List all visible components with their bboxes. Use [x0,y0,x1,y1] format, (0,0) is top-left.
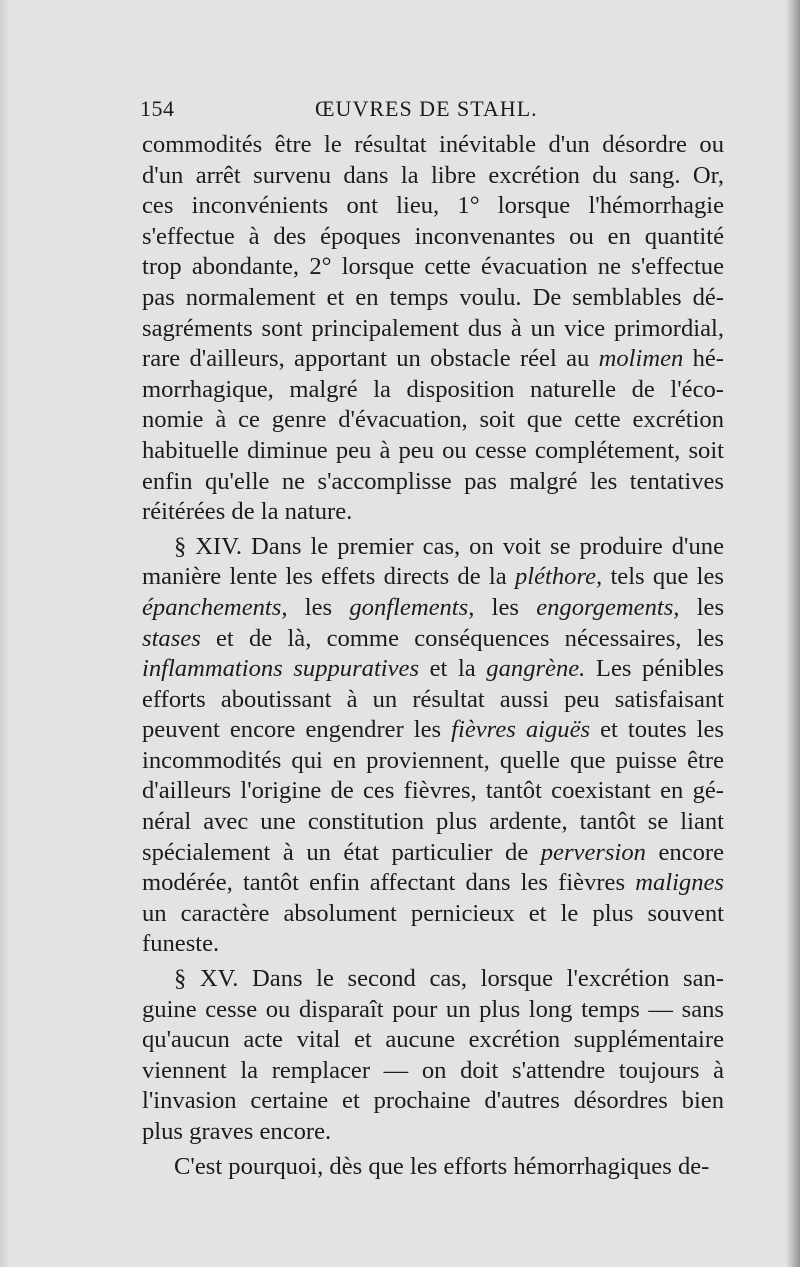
paragraph [142,1152,724,1183]
page-header [140,96,720,128]
text-line: § XV. Dans le second cas, lorsque l'excrétion san- [174,965,724,993]
text-line: néral avec une constitution plus ardente, tantôt se liant [142,808,724,836]
text-line: peuvent encore engendrer les fièvres aiguës et toutes les [142,716,724,744]
text-line: d'un arrêt survenu dans la libre excrétion du sang. Or, [142,161,724,189]
text-line: sagréments sont principalement dus à un vice primordial, [142,314,724,342]
body-text [142,130,724,1182]
text-line: rare d'ailleurs, apportant un obstacle réel au molimen hé- [142,345,724,373]
page-edge-right [786,0,800,1267]
text-line: réitérées de la nature. [142,498,353,526]
paragraph [142,130,724,528]
text-line: efforts aboutissant à un résultat aussi peu satisfaisant [142,685,724,713]
text-line: viennent la remplacer — on doit s'attendre toujours à [142,1056,724,1084]
page-number: 154 [140,96,175,121]
text-line: § XIV. Dans le premier cas, on voit se produire d'une [174,532,724,560]
running-title: ŒUVRES DE STAHL. [315,96,538,121]
text-line: épanchements, les gonflements, les engorgements, les [142,593,725,621]
text-line: modérée, tantôt enfin affectant dans les fièvres malignes [142,869,724,897]
text-line: enfin qu'elle ne s'accomplisse pas malgré les tentatives [142,467,724,495]
page-edge-left [0,0,10,1267]
text-line: d'ailleurs l'origine de ces fièvres, tantôt coexistant en gé- [142,777,724,805]
paragraph [142,964,724,1148]
text-line: trop abondante, 2° lorsque cette évacuation ne s'effectue [142,253,724,281]
text-line: habituelle diminue peu à peu ou cesse complétement, soit [142,436,724,464]
text-line: plus graves encore. [142,1118,332,1145]
text-line: incommodités qui en proviennent, quelle que puisse être [142,746,724,774]
text-line: inflammations suppuratives et la gangrène. Les pénibles [142,655,724,683]
text-line: funeste. [142,930,220,958]
text-line: spécialement à un état particulier de perversion encore [142,838,724,866]
text-line: manière lente les effets directs de la pléthore, tels que les [142,563,724,591]
paragraph [142,532,724,960]
text-line: C'est pourquoi, dès que les efforts hémorrhagiques de- [174,1152,710,1180]
text-line: pas normalement et en temps voulu. De semblables dé- [142,283,724,311]
text-line: nomie à ce genre d'évacuation, soit que cette excrétion [142,406,724,434]
text-line: l'invasion certaine et prochaine d'autres désordres bien [142,1087,724,1115]
text-line: commodités être le résultat inévitable d'un désordre ou [142,131,724,158]
text-line: guine cesse ou disparaît pour un plus long temps — sans [142,995,724,1023]
text-line: s'effectue à des époques inconvenantes ou en quantité [142,222,724,250]
text-line: morrhagique, malgré la disposition naturelle de l'éco- [142,375,724,403]
text-line: qu'aucun acte vital et aucune excrétion supplémentaire [142,1026,724,1054]
text-line: stases et de là, comme conséquences nécessaires, les [142,624,724,652]
text-line: un caractère absolument pernicieux et le plus souvent [142,899,724,927]
text-line: ces inconvénients ont lieu, 1° lorsque l'hémorrhagie [142,192,724,220]
